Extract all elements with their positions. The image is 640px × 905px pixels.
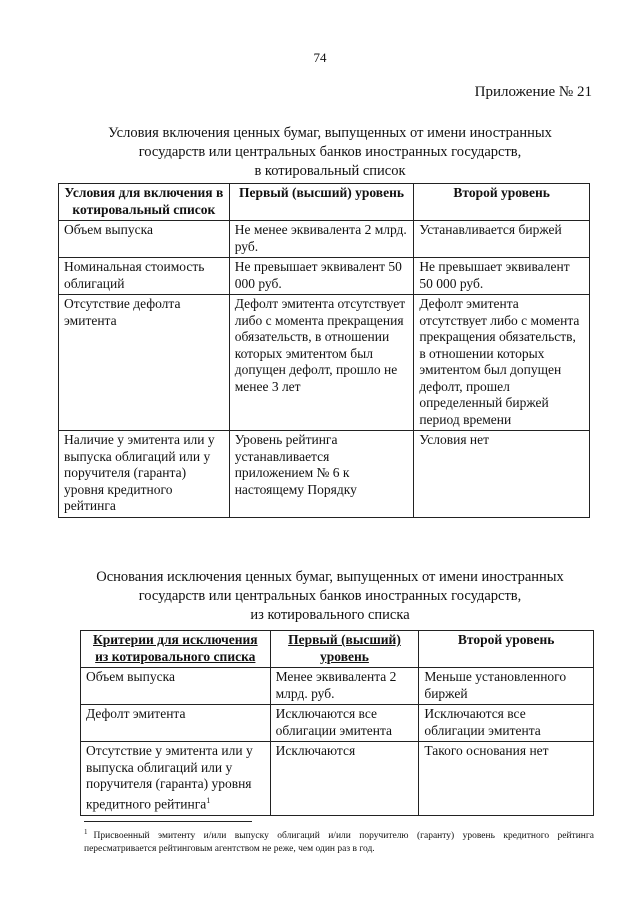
column-header: Второй уровень — [414, 184, 590, 221]
inclusion-conditions-table — [58, 183, 590, 518]
table-cell: Исключаются — [270, 742, 419, 816]
table-cell: Устанавливается биржей — [414, 221, 590, 258]
table-cell: Объем выпуска — [59, 221, 230, 258]
section2-title-line: из котировального списка — [250, 607, 410, 623]
table-cell: Исключаются все облигации эмитента — [270, 705, 419, 742]
table-cell: Наличие у эмитента или у выпуска облигаций или у поручителя (гаранта) уровня кредитного рейтинга — [59, 431, 230, 518]
section1-title-line: в котировальный список — [254, 163, 406, 179]
section2-title — [60, 568, 600, 625]
table-row — [59, 221, 590, 258]
table-header-row — [81, 631, 594, 668]
column-header-text: Критерии для исключения из котировального списка — [92, 632, 258, 664]
table-cell: Исключаются все облигации эмитента — [419, 705, 594, 742]
table-cell: Не менее эквивалента 2 млрд. руб. — [229, 221, 414, 258]
exclusion-criteria-table — [80, 630, 594, 816]
column-header: Условия для включения в котировальный список — [59, 184, 230, 221]
section1-title — [60, 124, 600, 181]
appendix-label: Приложение № 21 — [474, 84, 592, 100]
table-row — [59, 258, 590, 295]
table-cell: Условия нет — [414, 431, 590, 518]
table-cell: Объем выпуска — [81, 668, 271, 705]
table-row — [81, 742, 594, 816]
table-cell: Уровень рейтинга устанавливается приложением № 6 к настоящему Порядку — [229, 431, 414, 518]
table-cell: Меньше установленного биржей — [419, 668, 594, 705]
table-cell: Такого основания нет — [419, 742, 594, 816]
table-row — [81, 705, 594, 742]
table-cell — [81, 742, 271, 816]
table-cell: Дефолт эмитента — [81, 705, 271, 742]
footnote-mark: 1 — [84, 828, 88, 836]
table-cell: Отсутствие дефолта эмитента — [59, 295, 230, 431]
table-cell: Не превышает эквивалент 50 000 руб. — [414, 258, 590, 295]
section1-title-line: Условия включения ценных бумаг, выпущенных от имени иностранных — [108, 125, 552, 141]
section2-title-line: Основания исключения ценных бумаг, выпущенных от имени иностранных — [96, 569, 564, 585]
table-header-row — [59, 184, 590, 221]
footnote — [84, 826, 594, 856]
table-row — [81, 668, 594, 705]
section1-title-line: государств или центральных банков иностранных государств, — [138, 144, 522, 160]
table-row — [59, 295, 590, 431]
table-cell: Не превышает эквивалент 50 000 руб. — [229, 258, 414, 295]
column-header-text: Первый (высший) уровень — [288, 632, 401, 664]
table-row — [59, 431, 590, 518]
footnote-reference[interactable]: 1 — [206, 795, 211, 805]
footnote-text: Присвоенный эмитенту и/или выпуску облигаций и/или поручителю (гаранту) уровень кредитного рейтинга пересматривается рейтинговым агентством не реже, чем один раз в год. — [84, 831, 594, 855]
column-header: Второй уровень — [419, 631, 594, 668]
section2-title-line: государств или центральных банков иностранных государств, — [138, 588, 522, 604]
column-header: Первый (высший) уровень — [229, 184, 414, 221]
footnote-divider — [84, 821, 252, 822]
table-cell: Дефолт эмитента отсутствует либо с момента прекращения обязательств, в отношении которых эмитентом был допущен дефолт, прошел определенный биржей период времени — [414, 295, 590, 431]
column-header — [270, 631, 419, 668]
table-cell: Дефолт эмитента отсутствует либо с момента прекращения обязательств, в отношении которых эмитентом был допущен дефолт, прошло не менее 3 лет — [229, 295, 414, 431]
column-header — [81, 631, 271, 668]
cell-text: Отсутствие у эмитента или у выпуска облигаций или у поручителя (гаранта) уровня кредитного рейтинга — [86, 743, 253, 811]
table-cell: Менее эквивалента 2 млрд. руб. — [270, 668, 419, 705]
table-cell: Номинальная стоимость облигаций — [59, 258, 230, 295]
page-number: 74 — [313, 50, 327, 65]
